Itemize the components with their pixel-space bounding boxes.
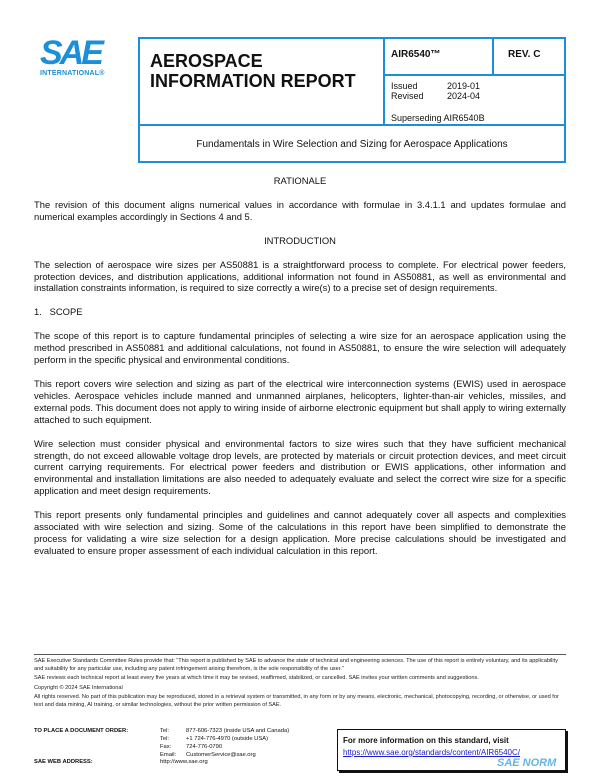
- revised-date: 2024-04: [447, 91, 481, 101]
- logo-sub: INTERNATIONAL®: [40, 70, 105, 77]
- document-title: Fundamentals in Wire Selection and Sizing for Aerospace Applications: [196, 139, 508, 150]
- contact-key: Email:: [160, 752, 177, 758]
- scope-paragraph: This report presents only fundamental principles and guidelines and cannot adequately cover all aspects and complexities associated with wire selection and sizing. Some of the calculations in this report have been simplified to demonstrate the process for validating a wire size selection for a design application. More precise calculations should be investigated and evaluated to ensure proper assessment of each individual calculation in this report.: [34, 509, 566, 556]
- footer-review: SAE reviews each technical report at least every five years at which time it may be revised, reaffirmed, stabilized, or cancelled. SAE invites your written comments and suggestions.: [34, 675, 479, 682]
- contact-row: [160, 727, 289, 735]
- watermark: SAE NORM: [497, 757, 557, 769]
- type-line-1: AEROSPACE: [150, 51, 263, 71]
- footer-rights: All rights reserved. No part of this publication may be reproduced, stored in a retrieval system or transmitted, in any form or by any means, electronic, mechanical, photocopying, recording, or otherwise, or used for text and data mining, AI training, or similar technologies, without the prior written permission of SAE.: [34, 694, 559, 708]
- contact-key: Tel:: [160, 736, 170, 742]
- dates-cell: [385, 76, 564, 126]
- contact-row: [160, 735, 289, 743]
- logo-mark: SAE: [40, 34, 101, 72]
- contact-value: +1 724-776-4970 (outside USA): [186, 736, 269, 742]
- more-info-text: For more information on this standard, visit: [343, 736, 509, 745]
- contact-list: [160, 727, 289, 759]
- contact-row: [160, 743, 289, 751]
- standard-link[interactable]: https://www.sae.org/standards/content/AIR6540C/: [343, 748, 520, 757]
- legal-footer: [34, 654, 566, 712]
- sae-logo: [40, 34, 105, 77]
- order-label: TO PLACE A DOCUMENT ORDER:: [34, 728, 129, 734]
- document-number: AIR6540™: [385, 39, 494, 76]
- revised-label: Revised: [391, 91, 424, 101]
- introduction-text: The selection of aerospace wire sizes per AS50881 is a straightforward process to complete. For electrical power feeders, protection devices, and distribution applications, additional information not found in AS50881, as well as environmental and installation constraints information, is required to size correctly a wire(s) to a precise set of design requirements.: [34, 258, 566, 294]
- web-label: SAE WEB ADDRESS:: [34, 759, 93, 765]
- scope-paragraph: Wire selection must consider physical and environmental factors to size wires such that they have sufficient mechanical strength, do not exceed allowable voltage drop levels, are protected by materials or circuit protection devices, and meet circuit current carrying requirements. For electrical power feeders and distribution or EWIS applications, other information and environmental and installation limitations are also needed to adequately evaluate and select the correct wire size for a specific application and meet design requirements.: [34, 437, 566, 497]
- scope-heading: 1. SCOPE: [34, 306, 83, 318]
- web-address[interactable]: http://www.sae.org: [160, 759, 208, 765]
- document-body: [34, 175, 566, 569]
- introduction-heading: INTRODUCTION: [264, 234, 336, 246]
- contact-row: [160, 751, 289, 759]
- revision: REV. C: [494, 39, 564, 76]
- superseding: Superseding AIR6540B: [391, 113, 485, 123]
- scope-paragraph: This report covers wire selection and sizing as part of the electrical wire interconnection systems (EWIS) used in aerospace vehicles. Aerospace vehicles include manned and unmanned airplanes, helicopters, lighter-than-air vehicles, missiles, and external pods. This document does not apply to wiring inside of airborne electronic equipment but shall apply to wiring externally attached to such equipment.: [34, 377, 566, 425]
- footer-rules: SAE Executive Standards Committee Rules provide that: “This report is published by SAE to advance the state of technical and engineering sciences. The use of this report is entirely voluntary, and its applicability and suitability for any particular use, including any patent infringement arising therefrom, is the sole responsibility of the user.”: [34, 658, 559, 672]
- contact-value: 724-776-0790: [186, 744, 223, 750]
- contact-value: CustomerService@sae.org: [186, 752, 256, 758]
- document-type: [140, 39, 385, 126]
- issued-date: 2019-01: [447, 81, 481, 91]
- contact-key: Tel:: [160, 728, 170, 734]
- rationale-text: The revision of this document aligns numerical values in accordance with formulae in 3.4.1.1 and updates formulae and numerical examples accordingly in Sections 4 and 5.: [34, 198, 566, 222]
- scope-paragraph: The scope of this report is to capture fundamental principles of selecting a wire size for an aerospace application using the method prescribed in AS50881 and additional calculations, not found in AS50881, to ensure the wire selection will adequately perform in the specific physical and environmental conditions.: [34, 330, 566, 366]
- document-header: [138, 37, 566, 163]
- rationale-heading: RATIONALE: [273, 175, 327, 186]
- issued-label: Issued: [391, 81, 418, 91]
- contact-key: Fax:: [160, 744, 172, 750]
- footer-copyright: Copyright © 2024 SAE International: [34, 684, 123, 691]
- contact-value: 877-606-7323 (inside USA and Canada): [186, 728, 290, 734]
- type-line-2: INFORMATION REPORT: [150, 71, 356, 91]
